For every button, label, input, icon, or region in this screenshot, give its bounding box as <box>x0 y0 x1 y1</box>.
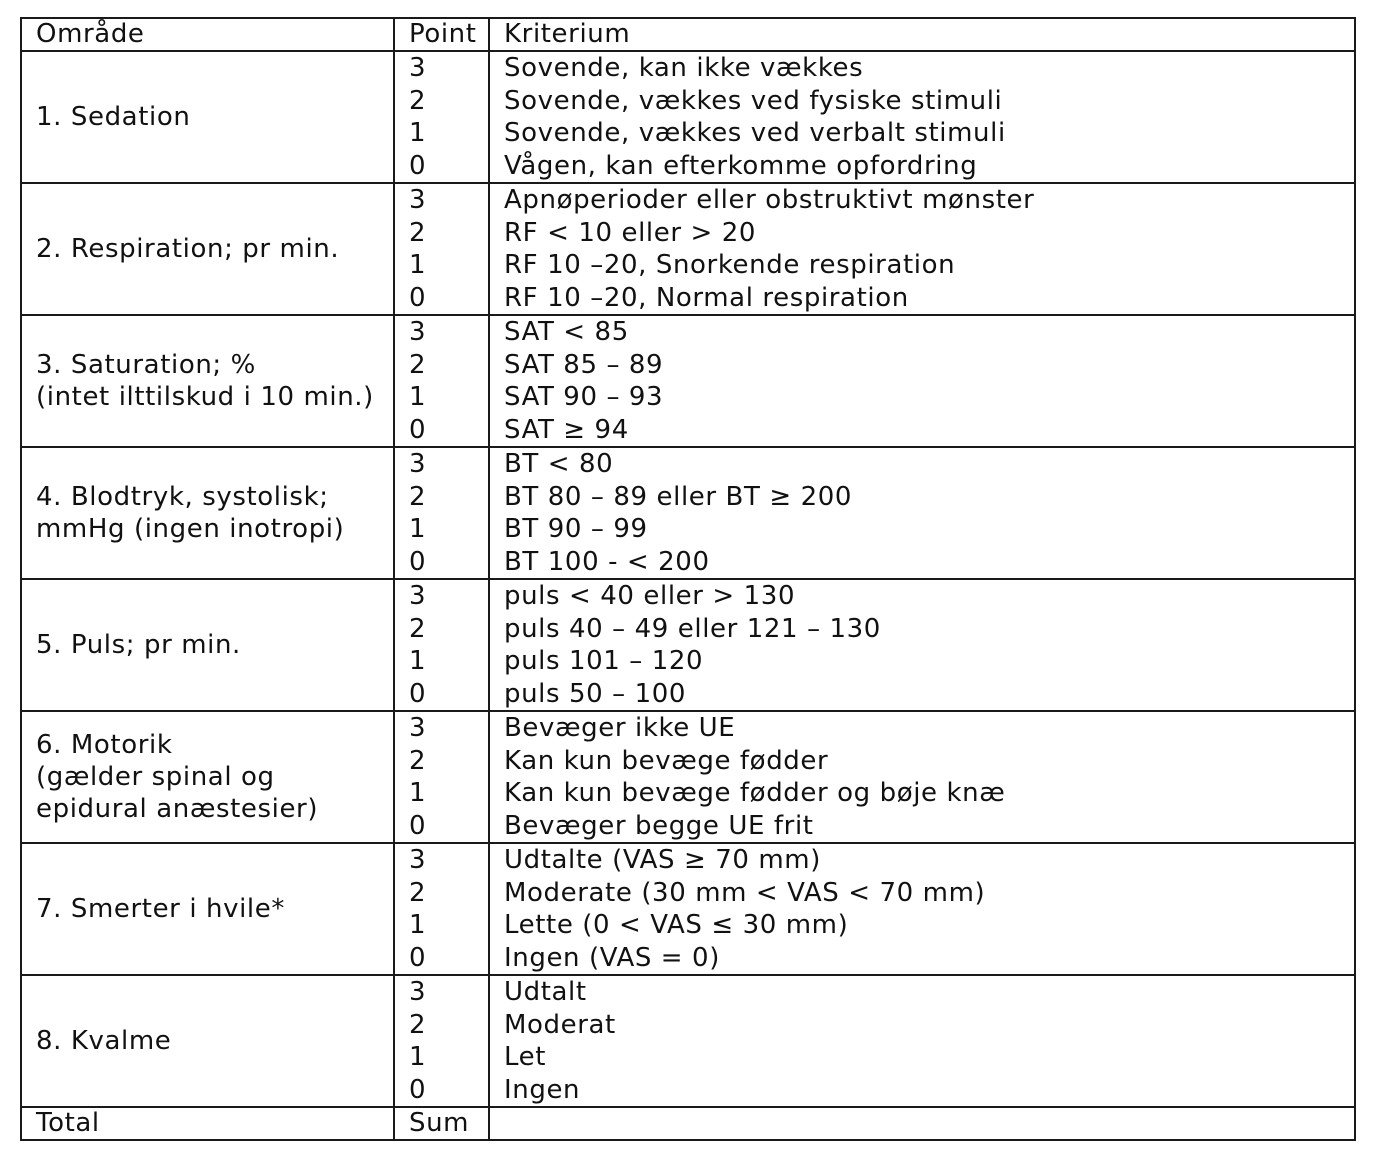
point-value: 3 <box>409 449 427 479</box>
area-label: 3. Saturation; % <box>36 350 256 380</box>
area-cell <box>21 711 394 843</box>
header-criterion: Kriterium <box>489 18 1355 51</box>
total-row <box>21 1107 1355 1140</box>
criterion-text: BT < 80 <box>504 449 614 479</box>
criterion-text: Bevæger begge UE frit <box>504 810 814 841</box>
criterion-text: RF 10 –20, Snorkende respiration <box>504 250 956 280</box>
total-point: Sum <box>394 1107 489 1140</box>
criteria-cell <box>489 579 1355 711</box>
area-label: mmHg (ingen inotropi) <box>36 514 345 544</box>
point-value: 0 <box>409 1074 427 1105</box>
area-label: epidural anæstesier) <box>36 794 319 824</box>
table-row <box>21 51 1355 183</box>
points-cell <box>394 315 489 447</box>
criterion-text: SAT 90 – 93 <box>504 382 664 412</box>
point-value: 0 <box>409 282 427 313</box>
criterion-text: BT 80 – 89 eller BT ≥ 200 <box>504 481 852 512</box>
criterion-text: Udtalt <box>504 977 587 1007</box>
area-label: 7. Smerter i hvile* <box>36 894 285 924</box>
area-cell <box>21 447 394 579</box>
criteria-cell <box>489 183 1355 315</box>
points-cell <box>394 51 489 183</box>
criterion-text: SAT 85 – 89 <box>504 349 664 380</box>
criterion-text: BT 90 – 99 <box>504 514 648 544</box>
point-value: 3 <box>409 581 427 611</box>
point-value: 3 <box>409 317 427 347</box>
area-cell <box>21 975 394 1107</box>
point-value: 0 <box>409 678 427 709</box>
criterion-text: Lette (0 < VAS ≤ 30 mm) <box>504 910 849 940</box>
area-cell <box>21 183 394 315</box>
area-cell <box>21 315 394 447</box>
point-value: 2 <box>409 745 427 776</box>
total-criterion <box>489 1107 1355 1140</box>
scoring-table <box>20 17 1356 1141</box>
area-label: 5. Puls; pr min. <box>36 630 241 660</box>
criterion-text: Ingen <box>504 1074 581 1105</box>
point-value: 1 <box>409 118 427 148</box>
criterion-text: Bevæger ikke UE <box>504 713 736 743</box>
points-cell <box>394 711 489 843</box>
criterion-text: puls 101 – 120 <box>504 646 704 676</box>
points-cell <box>394 975 489 1107</box>
criterion-text: SAT ≥ 94 <box>504 414 629 445</box>
point-value: 1 <box>409 910 427 940</box>
criterion-text: SAT < 85 <box>504 317 629 347</box>
point-value: 3 <box>409 845 427 875</box>
criterion-text: Sovende, vækkes ved verbalt stimuli <box>504 118 1006 148</box>
header-row <box>21 18 1355 51</box>
criterion-text: Vågen, kan efterkomme opfordring <box>504 150 978 181</box>
area-cell <box>21 579 394 711</box>
criteria-cell <box>489 843 1355 975</box>
point-value: 0 <box>409 150 427 181</box>
point-value: 0 <box>409 810 427 841</box>
area-label: (gælder spinal og <box>36 762 275 792</box>
point-value: 1 <box>409 250 427 280</box>
area-label: 6. Motorik <box>36 730 173 760</box>
criteria-cell <box>489 51 1355 183</box>
table-body <box>21 51 1355 1107</box>
points-cell <box>394 447 489 579</box>
point-value: 0 <box>409 414 427 445</box>
criterion-text: Moderate (30 mm < VAS < 70 mm) <box>504 877 986 908</box>
table-row <box>21 843 1355 975</box>
table-row <box>21 975 1355 1107</box>
criteria-cell <box>489 711 1355 843</box>
criterion-text: Kan kun bevæge fødder <box>504 745 829 776</box>
criterion-text: Udtalte (VAS ≥ 70 mm) <box>504 845 821 875</box>
point-value: 3 <box>409 977 427 1007</box>
total-area: Total <box>21 1107 394 1140</box>
header-point: Point <box>394 18 489 51</box>
points-cell <box>394 183 489 315</box>
table-row <box>21 183 1355 315</box>
point-value: 0 <box>409 546 427 577</box>
criterion-text: puls < 40 eller > 130 <box>504 581 796 611</box>
criterion-text: Sovende, kan ikke vækkes <box>504 53 864 83</box>
point-value: 3 <box>409 53 427 83</box>
point-value: 1 <box>409 646 427 676</box>
header-area: Område <box>21 18 394 51</box>
criterion-text: puls 40 – 49 eller 121 – 130 <box>504 613 881 644</box>
criterion-text: Ingen (VAS = 0) <box>504 942 720 973</box>
area-label: 8. Kvalme <box>36 1026 172 1056</box>
point-value: 2 <box>409 1009 427 1040</box>
point-value: 1 <box>409 1042 427 1072</box>
criteria-cell <box>489 447 1355 579</box>
point-value: 3 <box>409 185 427 215</box>
point-value: 1 <box>409 382 427 412</box>
area-label: 4. Blodtryk, systolisk; <box>36 482 329 512</box>
criterion-text: Sovende, vækkes ved fysiske stimuli <box>504 85 1003 116</box>
point-value: 2 <box>409 613 427 644</box>
point-value: 2 <box>409 349 427 380</box>
criteria-cell <box>489 975 1355 1107</box>
point-value: 0 <box>409 942 427 973</box>
criterion-text: Apnøperioder eller obstruktivt mønster <box>504 185 1035 215</box>
table-row <box>21 711 1355 843</box>
points-cell <box>394 843 489 975</box>
point-value: 3 <box>409 713 427 743</box>
point-value: 2 <box>409 481 427 512</box>
criterion-text: BT 100 - < 200 <box>504 546 710 577</box>
criterion-text: Moderat <box>504 1009 616 1040</box>
point-value: 2 <box>409 217 427 248</box>
point-value: 1 <box>409 778 427 808</box>
area-cell <box>21 51 394 183</box>
table-row <box>21 315 1355 447</box>
criterion-text: RF 10 –20, Normal respiration <box>504 282 909 313</box>
criterion-text: Kan kun bevæge fødder og bøje knæ <box>504 778 1006 808</box>
point-value: 2 <box>409 85 427 116</box>
criterion-text: RF < 10 eller > 20 <box>504 217 757 248</box>
points-cell <box>394 579 489 711</box>
criterion-text: Let <box>504 1042 547 1072</box>
point-value: 1 <box>409 514 427 544</box>
table-row <box>21 447 1355 579</box>
area-cell <box>21 843 394 975</box>
area-label: 2. Respiration; pr min. <box>36 234 340 264</box>
point-value: 2 <box>409 877 427 908</box>
table-row <box>21 579 1355 711</box>
criteria-cell <box>489 315 1355 447</box>
area-label: 1. Sedation <box>36 102 191 132</box>
criterion-text: puls 50 – 100 <box>504 678 687 709</box>
area-label: (intet ilttilskud i 10 min.) <box>36 382 374 412</box>
